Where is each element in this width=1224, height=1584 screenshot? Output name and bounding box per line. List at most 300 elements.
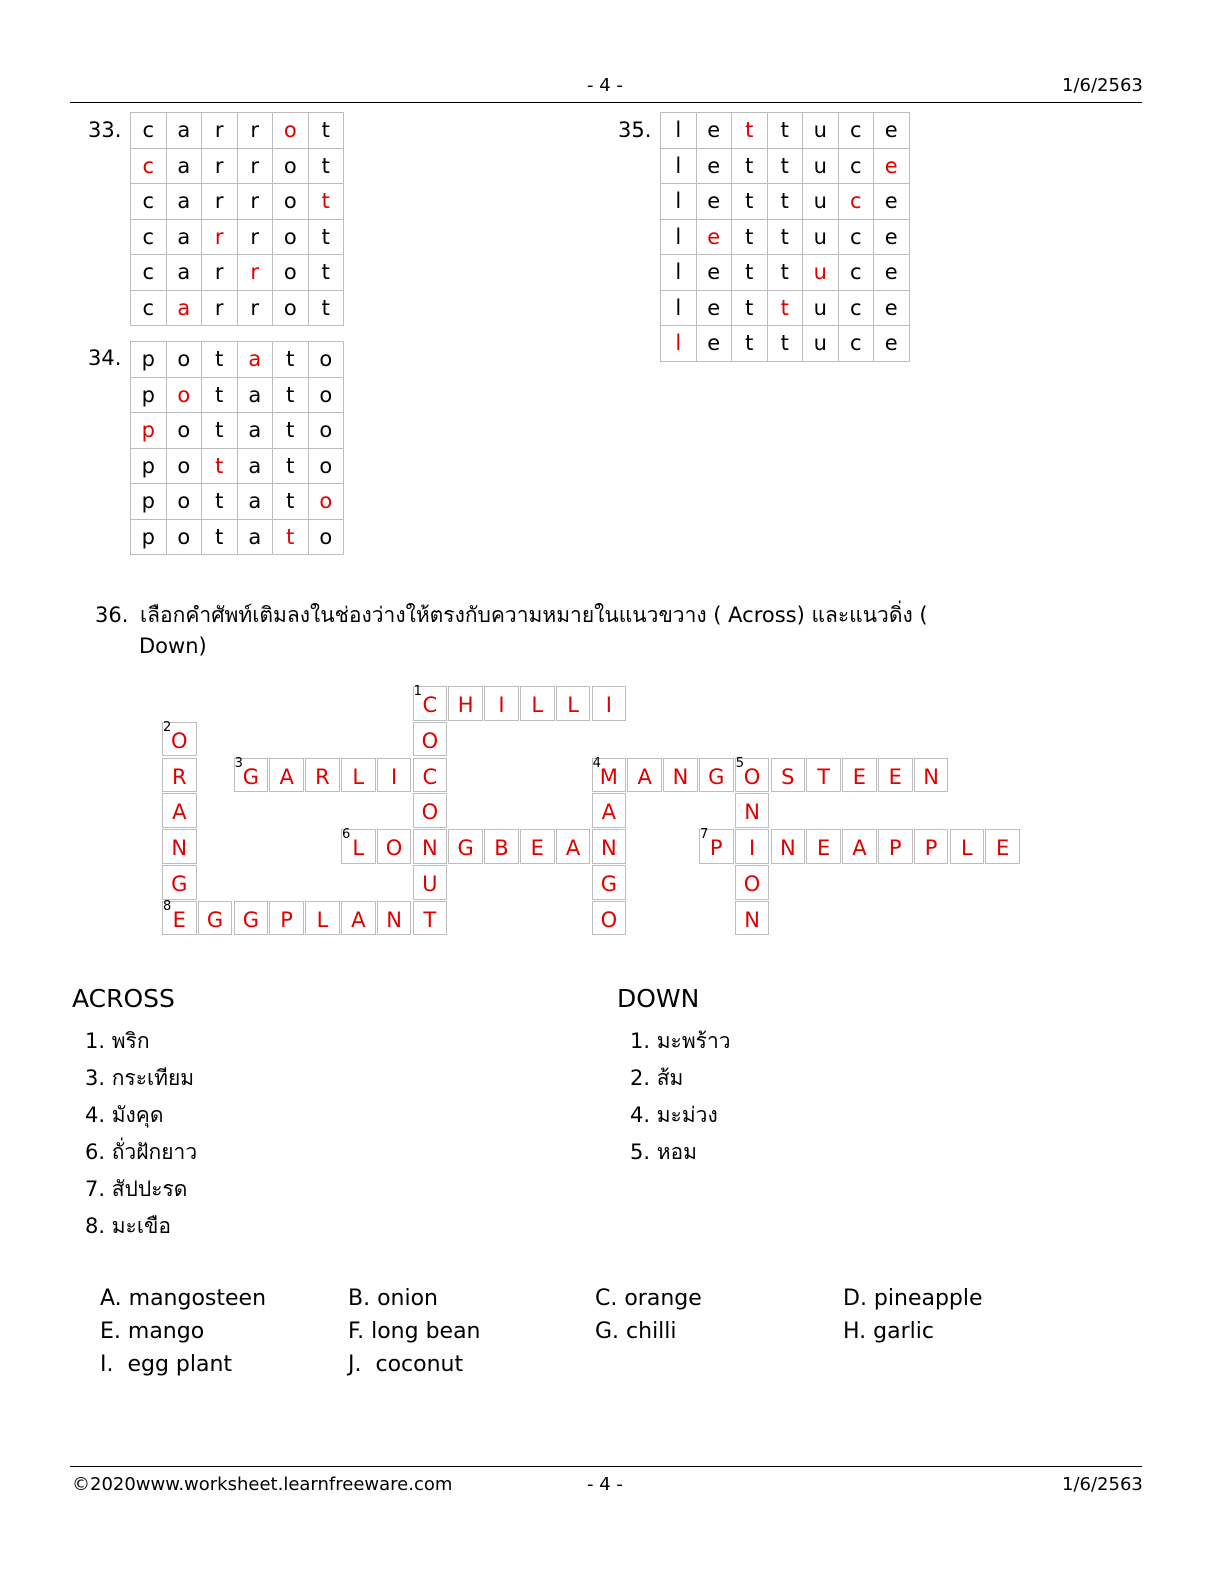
crossword-cell: [699, 829, 734, 864]
crossword-letter: R: [315, 764, 330, 789]
crossword-cell: [592, 686, 627, 721]
grid-row: [661, 184, 910, 220]
crossword-letter: N: [171, 836, 188, 861]
letter-cell: t: [732, 219, 768, 255]
crossword-letter: H: [457, 693, 474, 717]
letter-cell: t: [202, 342, 238, 378]
option-d: D. pineapple: [843, 1286, 983, 1311]
letter-cell: u: [803, 113, 839, 149]
letter-cell: a: [237, 519, 273, 555]
crossword-cell: [162, 829, 197, 864]
grid-row: [661, 113, 910, 149]
crossword-cell: [914, 758, 949, 793]
letter-cell: o: [166, 377, 202, 413]
grid-row: [131, 290, 344, 326]
crossword-cell: [985, 829, 1020, 864]
letter-cell: e: [874, 184, 910, 220]
crossword-letter: L: [960, 836, 973, 861]
letter-cell: r: [202, 290, 238, 326]
down-title: DOWN: [617, 984, 700, 1013]
crossword-cell: [305, 901, 340, 936]
letter-cell: p: [131, 519, 167, 555]
letter-cell: e: [696, 290, 732, 326]
crossword-letter: N: [923, 764, 939, 789]
crossword-cell: [162, 758, 197, 793]
letter-cell: t: [308, 184, 344, 220]
letter-cell: p: [131, 342, 167, 378]
letter-cell: t: [732, 326, 768, 362]
letter-cell: a: [237, 448, 273, 484]
letter-cell: t: [202, 484, 238, 520]
letter-cell: a: [237, 484, 273, 520]
letter-cell: a: [237, 377, 273, 413]
letter-cell: t: [767, 290, 803, 326]
across-clue-7: 7. สัปปะรด: [85, 1177, 188, 1201]
crossword-cell: [520, 829, 555, 864]
letter-cell: t: [767, 184, 803, 220]
crossword-letter: A: [637, 764, 652, 789]
crossword-cell: [520, 686, 555, 721]
crossword-letter: O: [743, 872, 761, 896]
crossword-letter: P: [924, 836, 938, 861]
crossword-letter: N: [779, 836, 796, 861]
letter-cell: a: [166, 255, 202, 291]
crossword-cell: [699, 758, 734, 793]
letter-cell: t: [308, 290, 344, 326]
crossword-clue-number: 7: [700, 827, 709, 843]
crossword-letter: C: [422, 693, 438, 717]
letter-cell: o: [166, 519, 202, 555]
letter-cell: l: [661, 326, 697, 362]
letter-cell: t: [202, 519, 238, 555]
option-i: I. egg plant: [100, 1352, 233, 1377]
letter-cell: e: [696, 219, 732, 255]
crossword-letter: O: [385, 836, 403, 861]
letter-cell: a: [166, 219, 202, 255]
crossword-letter: N: [744, 907, 760, 932]
option-h: H. garlic: [843, 1319, 934, 1344]
letter-cell: t: [732, 255, 768, 291]
crossword-letter: E: [530, 836, 544, 861]
crossword-cell: [234, 901, 269, 936]
question-34-number: 34.: [88, 346, 122, 370]
grid-row: [661, 290, 910, 326]
option-j: J. coconut: [348, 1352, 464, 1377]
crossword-clue-number: 4: [592, 755, 601, 771]
crossword-letter: I: [390, 764, 398, 789]
crossword-cell: [735, 901, 770, 936]
letter-cell: c: [131, 290, 167, 326]
crossword-cell: [556, 686, 591, 721]
crossword-clue-number: 3: [234, 755, 243, 771]
crossword-cell: [413, 686, 448, 721]
crossword-cell: [198, 901, 233, 936]
grid-row: [131, 113, 344, 149]
letter-cell: r: [202, 219, 238, 255]
letter-cell: e: [874, 326, 910, 362]
crossword-letter: N: [421, 836, 438, 861]
crossword-cell: [771, 829, 806, 864]
letter-cell: l: [661, 184, 697, 220]
letter-cell: t: [732, 184, 768, 220]
letter-cell: e: [874, 219, 910, 255]
crossword-letter: U: [422, 872, 438, 896]
letter-cell: t: [767, 219, 803, 255]
crossword-cell: [341, 758, 376, 793]
grid-row: [131, 255, 344, 291]
crossword-cell: [413, 758, 448, 793]
crossword-cell: [413, 901, 448, 936]
grid-row: [661, 219, 910, 255]
crossword-letter: E: [888, 764, 902, 789]
across-clue-8: 8. มะเขือ: [85, 1214, 171, 1238]
letter-cell: t: [273, 448, 309, 484]
letter-cell: t: [767, 326, 803, 362]
option-c: C. orange: [595, 1286, 702, 1311]
crossword-cell: [556, 829, 591, 864]
letter-cell: a: [166, 148, 202, 184]
letter-cell: c: [838, 219, 874, 255]
letter-cell: c: [838, 290, 874, 326]
crossword-letter: E: [996, 836, 1010, 861]
grid-row: [131, 219, 344, 255]
letter-cell: t: [732, 148, 768, 184]
crossword-clue-number: 2: [163, 719, 172, 735]
letter-cell: u: [803, 326, 839, 362]
crossword-cell: [162, 719, 197, 757]
crossword-letter: O: [421, 800, 439, 825]
letter-cell: t: [767, 255, 803, 291]
crossword-cell: [234, 755, 269, 793]
crossword-cell: [592, 865, 627, 900]
letter-cell: o: [273, 148, 309, 184]
letter-cell: t: [202, 413, 238, 449]
crossword-letter: G: [242, 764, 259, 789]
instruction-line-2: Down): [139, 634, 207, 658]
crossword-letter: P: [709, 836, 723, 861]
crossword-clue-number: 8: [163, 898, 172, 914]
crossword-letter: A: [279, 764, 294, 789]
footer-copyright: ©2020www.worksheet.learnfreeware.com: [72, 1474, 453, 1495]
crossword-cell: [735, 865, 770, 900]
letter-cell: e: [696, 184, 732, 220]
grid-row: [131, 519, 344, 555]
letter-cell: o: [273, 113, 309, 149]
crossword-letter: O: [170, 728, 188, 753]
crossword-letter: N: [386, 907, 402, 932]
crossword-clue-number: 5: [735, 755, 745, 771]
letter-cell: o: [166, 448, 202, 484]
crossword-cell: [413, 793, 448, 828]
letter-cell: c: [131, 113, 167, 149]
letter-cell: p: [131, 377, 167, 413]
crossword-cell: [305, 758, 340, 793]
crossword-cell: [950, 829, 985, 864]
crossword-letter: L: [316, 907, 329, 932]
grid-row: [131, 184, 344, 220]
crossword-letter: A: [565, 836, 581, 861]
letter-cell: o: [273, 184, 309, 220]
letter-cell: t: [202, 377, 238, 413]
crossword-cell: [771, 758, 806, 793]
letter-cell: o: [273, 219, 309, 255]
letter-cell: o: [308, 448, 344, 484]
crossword-letter: N: [600, 836, 617, 861]
footer-page-number: - 4 -: [587, 1474, 623, 1495]
across-clue-4: 4. มังคุด: [85, 1103, 164, 1127]
crossword-letter: E: [817, 836, 831, 861]
crossword-letter: O: [600, 907, 618, 932]
letter-cell: t: [273, 413, 309, 449]
question-36-instruction: [95, 600, 995, 662]
letter-cell: t: [273, 519, 309, 555]
letter-cell: t: [767, 113, 803, 149]
crossword-cell: [627, 758, 662, 793]
letter-cell: u: [803, 255, 839, 291]
across-clue-3: 3. กระเทียม: [85, 1066, 195, 1090]
letter-cell: p: [131, 484, 167, 520]
letter-cell: t: [767, 148, 803, 184]
crossword-cell: [162, 898, 197, 936]
down-clue-2: 2. ส้ม: [630, 1066, 684, 1090]
letter-cell: c: [131, 184, 167, 220]
crossword-letter: I: [498, 693, 505, 717]
letter-cell: o: [308, 377, 344, 413]
across-title: ACROSS: [72, 984, 175, 1013]
crossword-cell: [592, 901, 627, 936]
crossword-cell: [592, 793, 627, 828]
crossword-clue-number: 1: [413, 684, 422, 699]
header-page-number: - 4 -: [587, 75, 623, 96]
grid-row: [131, 377, 344, 413]
letter-cell: u: [803, 148, 839, 184]
letter-cell: r: [237, 219, 273, 255]
letter-cell: l: [661, 148, 697, 184]
crossword-cell: [377, 758, 412, 793]
letter-cell: r: [202, 148, 238, 184]
grid-row: [131, 148, 344, 184]
letter-cell: a: [166, 184, 202, 220]
letter-cell: e: [874, 255, 910, 291]
crossword-cell: [413, 722, 448, 757]
letter-cell: c: [838, 184, 874, 220]
footer-date: 1/6/2563: [1062, 1474, 1143, 1495]
crossword-cell: [162, 793, 197, 828]
grid-row: [131, 448, 344, 484]
letter-cell: a: [237, 342, 273, 378]
crossword-letter: G: [600, 872, 617, 896]
letter-cell: l: [661, 255, 697, 291]
crossword-letter: G: [708, 764, 725, 789]
crossword-letter: L: [352, 836, 365, 861]
letter-cell: t: [732, 290, 768, 326]
grid-row: [131, 342, 344, 378]
option-a: A. mangosteen: [100, 1286, 267, 1311]
crossword-letter: O: [743, 764, 761, 789]
crossword-cell: [448, 686, 483, 721]
letter-cell: c: [131, 219, 167, 255]
letter-cell: o: [273, 255, 309, 291]
letter-cell: r: [237, 290, 273, 326]
letter-cell: c: [131, 148, 167, 184]
letter-cell: o: [166, 484, 202, 520]
crossword-letter: P: [280, 907, 293, 932]
letter-cell: t: [273, 342, 309, 378]
letter-cell: c: [838, 148, 874, 184]
letter-cell: o: [308, 342, 344, 378]
letter-cell: a: [166, 290, 202, 326]
letter-cell: t: [308, 148, 344, 184]
grid-row: [661, 255, 910, 291]
crossword-letter: G: [242, 907, 259, 932]
crossword-letter: L: [531, 693, 544, 717]
crossword-cell: [842, 829, 877, 864]
crossword-cell: [269, 758, 304, 793]
grid-row: [131, 413, 344, 449]
letter-cell: u: [803, 184, 839, 220]
question-35-number: 35.: [618, 118, 652, 142]
crossword-cell: [484, 686, 519, 721]
letter-cell: e: [874, 113, 910, 149]
letter-cell: t: [273, 484, 309, 520]
crossword-cell: [341, 901, 376, 936]
grid-row: [661, 326, 910, 362]
grid-row: [661, 148, 910, 184]
letter-cell: t: [308, 219, 344, 255]
question-36-number: 36.: [95, 603, 129, 627]
crossword-letter: P: [888, 836, 902, 861]
crossword-letter: L: [567, 693, 579, 717]
down-clue-5: 5. หอม: [630, 1140, 698, 1164]
crossword-cell: [377, 829, 412, 864]
footer-rule: [70, 1466, 1142, 1467]
crossword-letter: A: [601, 800, 617, 825]
crossword-cell: [162, 865, 197, 900]
crossword-cell: [413, 865, 448, 900]
crossword-letter: N: [744, 800, 760, 825]
letter-cell: t: [308, 255, 344, 291]
down-clue-1: 1. มะพร้าว: [630, 1029, 731, 1053]
crossword-cell: [377, 901, 412, 936]
crossword-cell: [341, 829, 376, 864]
letter-cell: t: [273, 377, 309, 413]
letter-cell: c: [838, 255, 874, 291]
crossword-cell: [735, 793, 770, 828]
across-clue-1: 1. พริก: [85, 1029, 150, 1053]
letter-cell: c: [838, 326, 874, 362]
option-b: B. onion: [348, 1286, 438, 1311]
letter-cell: o: [308, 519, 344, 555]
letter-cell: l: [661, 290, 697, 326]
crossword-letter: E: [852, 764, 867, 789]
letter-cell: e: [696, 113, 732, 149]
letter-cell: p: [131, 448, 167, 484]
crossword-cell: [806, 829, 841, 864]
option-e: E. mango: [100, 1319, 205, 1344]
crossword-letter: R: [171, 764, 187, 789]
question-35-letter-grid: [660, 112, 910, 362]
crossword-cell: [878, 758, 913, 793]
letter-cell: o: [308, 413, 344, 449]
crossword-letter: A: [852, 836, 867, 861]
letter-cell: l: [661, 219, 697, 255]
crossword-cell: [448, 829, 483, 864]
question-33-letter-grid: [130, 112, 344, 326]
across-clue-6: 6. ถั่วฝักยาว: [85, 1140, 198, 1164]
option-f: F. long bean: [348, 1319, 481, 1344]
letter-cell: l: [661, 113, 697, 149]
crossword-letter: I: [605, 693, 612, 717]
letter-cell: o: [166, 413, 202, 449]
crossword-cell: [735, 829, 770, 864]
crossword-letter: S: [781, 764, 795, 789]
crossword-letter: G: [206, 907, 224, 932]
crossword-cell: [878, 829, 913, 864]
letter-cell: e: [874, 290, 910, 326]
letter-cell: r: [202, 113, 238, 149]
header-date: 1/6/2563: [1062, 75, 1143, 96]
letter-cell: a: [237, 413, 273, 449]
letter-cell: c: [838, 113, 874, 149]
crossword-cell: [735, 755, 770, 793]
letter-cell: r: [202, 184, 238, 220]
crossword-cell: [484, 829, 519, 864]
letter-cell: e: [874, 148, 910, 184]
letter-cell: o: [308, 484, 344, 520]
crossword-letter: G: [171, 872, 188, 896]
letter-cell: e: [696, 148, 732, 184]
crossword-cell: [592, 829, 627, 864]
letter-cell: t: [202, 448, 238, 484]
crossword-cell: [914, 829, 949, 864]
letter-cell: r: [237, 184, 273, 220]
crossword-letter: T: [817, 764, 831, 789]
letter-cell: r: [237, 148, 273, 184]
letter-cell: e: [696, 326, 732, 362]
letter-cell: e: [696, 255, 732, 291]
grid-row: [131, 484, 344, 520]
letter-cell: r: [237, 113, 273, 149]
crossword-letter: T: [423, 907, 437, 932]
letter-cell: u: [803, 219, 839, 255]
crossword-cell: [663, 758, 698, 793]
crossword-letter: A: [172, 800, 187, 825]
down-clue-4: 4. มะม่วง: [630, 1103, 718, 1127]
crossword-letter: E: [172, 907, 186, 932]
letter-cell: r: [202, 255, 238, 291]
crossword-grid: [162, 686, 1022, 938]
crossword-letter: I: [748, 836, 756, 861]
crossword-cell: [269, 901, 304, 936]
crossword-letter: O: [421, 728, 439, 753]
instruction-line-1: เลือกคำศัพท์เติมลงในช่องว่างให้ตรงกับความหมายในแนวขวาง ( Across) และแนวดิ่ง (: [140, 603, 928, 627]
crossword-letter: A: [351, 907, 366, 932]
crossword-cell: [842, 758, 877, 793]
crossword-letter: M: [599, 764, 618, 789]
crossword-letter: N: [672, 764, 689, 789]
question-33-number: 33.: [88, 118, 122, 142]
letter-cell: p: [131, 413, 167, 449]
letter-cell: o: [273, 290, 309, 326]
letter-cell: t: [308, 113, 344, 149]
option-g: G. chilli: [595, 1319, 677, 1344]
crossword-letter: B: [494, 836, 509, 861]
letter-cell: a: [166, 113, 202, 149]
crossword-cell: [806, 758, 841, 793]
crossword-cell: [413, 829, 448, 864]
letter-cell: r: [237, 255, 273, 291]
header-rule: [70, 102, 1142, 103]
